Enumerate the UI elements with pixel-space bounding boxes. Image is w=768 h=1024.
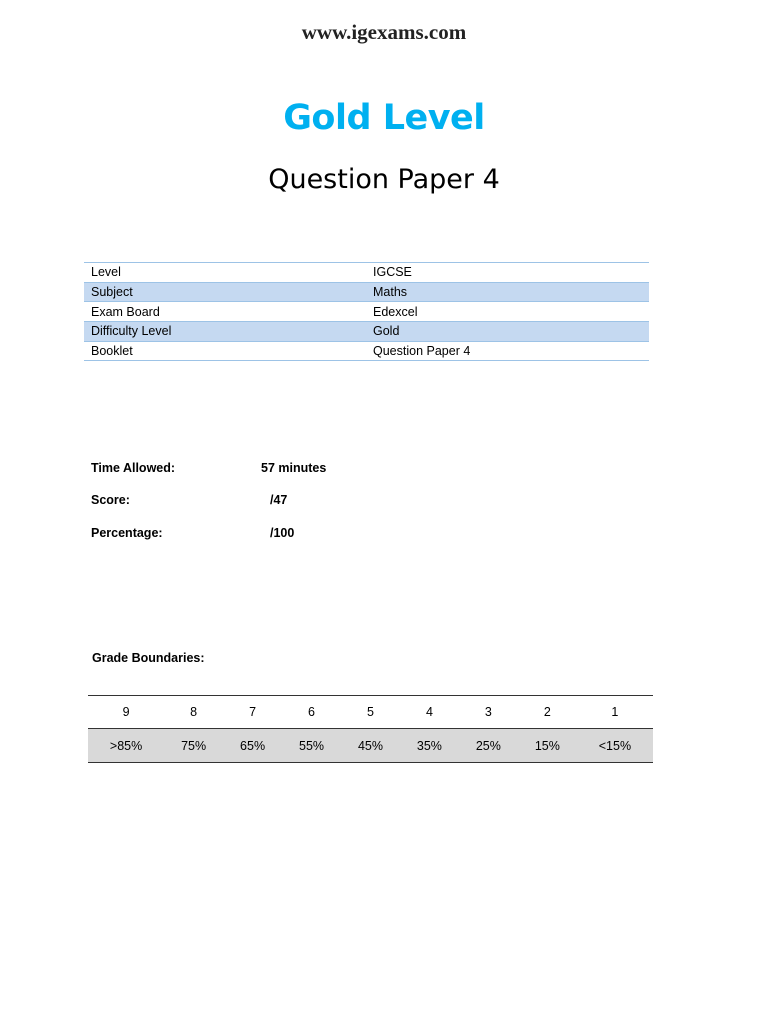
time-allowed-label: Time Allowed:: [91, 461, 176, 475]
site-url: www.igexams.com: [301, 20, 467, 44]
info-label: Level: [84, 263, 366, 283]
info-table: [84, 262, 649, 361]
grade-cell: 2: [518, 696, 577, 729]
percentage-cell: 25%: [459, 729, 518, 763]
info-label: Difficulty Level: [84, 322, 366, 342]
info-row-exam-board: [84, 302, 649, 322]
info-label: Booklet: [84, 341, 366, 361]
percentage-cell: >85%: [88, 729, 164, 763]
time-allowed-value: 57 minutes: [261, 461, 327, 475]
page-subtitle: Question Paper 4: [268, 164, 500, 195]
info-label: Subject: [84, 282, 366, 302]
grade-cell: 9: [88, 696, 164, 729]
grade-cell: 7: [223, 696, 282, 729]
percentage-cell: 65%: [223, 729, 282, 763]
percentage-cell: 45%: [341, 729, 400, 763]
percentage-cell: 75%: [164, 729, 223, 763]
percentage-cell: 15%: [518, 729, 577, 763]
info-row-booklet: [84, 341, 649, 361]
percentage-row: [88, 729, 653, 763]
info-label: Exam Board: [84, 302, 366, 322]
info-row-difficulty: [84, 322, 649, 342]
info-row-level: [84, 263, 649, 283]
grade-row: [88, 696, 653, 729]
score-label: Score:: [91, 493, 130, 507]
grade-boundaries-label: Grade Boundaries:: [92, 651, 205, 665]
info-value: IGCSE: [366, 263, 649, 283]
info-value: Edexcel: [366, 302, 649, 322]
grade-cell: 3: [459, 696, 518, 729]
score-value: /47: [270, 493, 288, 507]
grade-cell: 5: [341, 696, 400, 729]
info-value: Question Paper 4: [366, 341, 649, 361]
info-row-subject: [84, 282, 649, 302]
grade-cell: 1: [577, 696, 653, 729]
grade-boundaries-table: [88, 695, 653, 763]
info-value: Maths: [366, 282, 649, 302]
page-title: Gold Level: [283, 98, 485, 138]
percentage-cell: 35%: [400, 729, 459, 763]
info-value: Gold: [366, 322, 649, 342]
percentage-cell: <15%: [577, 729, 653, 763]
percentage-label: Percentage:: [91, 526, 163, 540]
grade-cell: 4: [400, 696, 459, 729]
percentage-cell: 55%: [282, 729, 341, 763]
grade-cell: 8: [164, 696, 223, 729]
grade-cell: 6: [282, 696, 341, 729]
percentage-value: /100: [270, 526, 295, 540]
